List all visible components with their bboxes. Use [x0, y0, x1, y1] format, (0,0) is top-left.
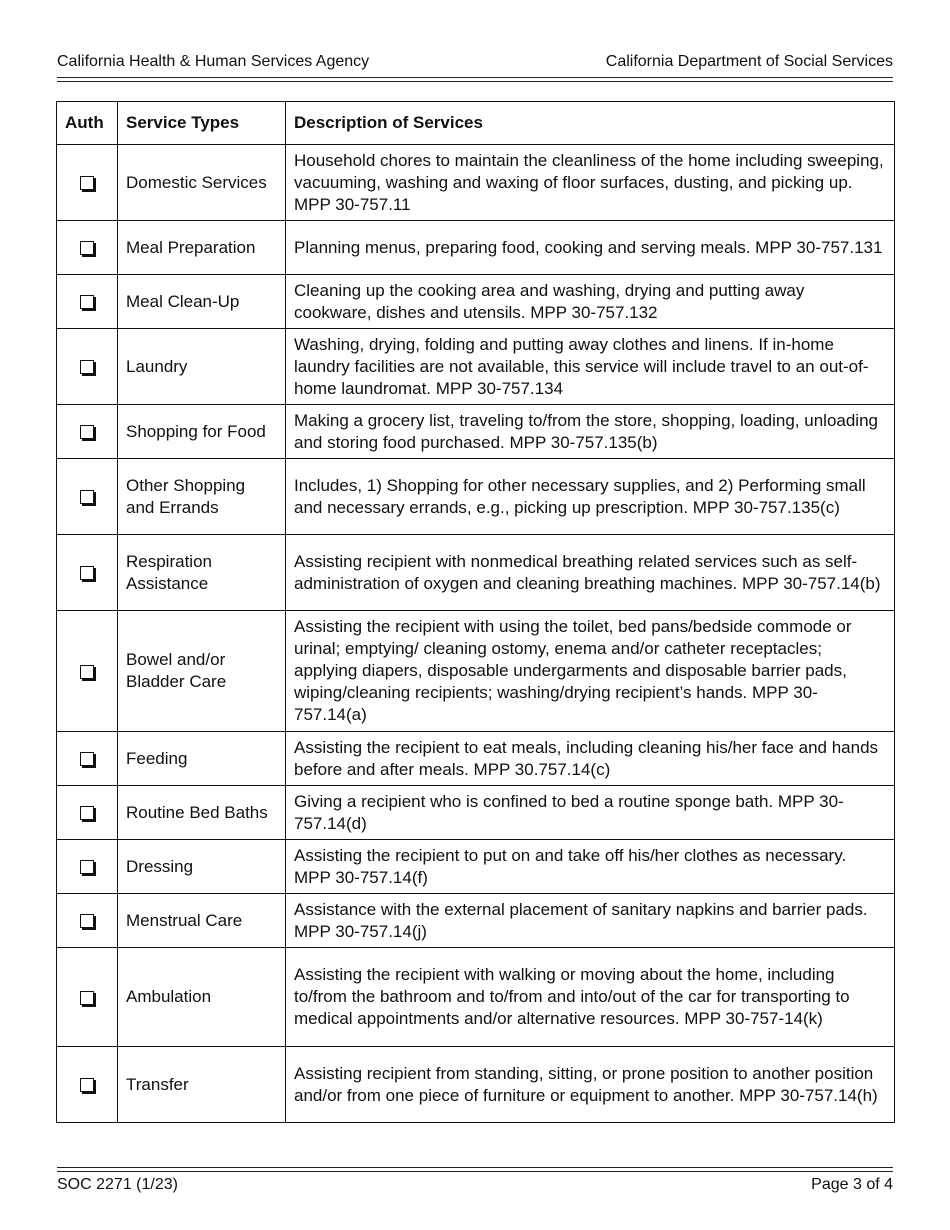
auth-cell [57, 275, 118, 329]
page-number: Page 3 of 4 [811, 1176, 893, 1193]
services-table [56, 101, 895, 1123]
service-description-cell: Assisting the recipient with walking or moving about the home, including to/from the bathroom and to/from and into/out of the car for transporting to medical appointments and/or alternative resources. MPP 30-757-14(k) [286, 948, 895, 1047]
auth-cell [57, 611, 118, 732]
service-description-cell: Washing, drying, folding and putting away clothes and linens. If in-home laundry facilities are not available, this service will include travel to an out-of-home laundromat. MPP 30-757.134 [286, 329, 895, 405]
auth-cell [57, 221, 118, 275]
service-type-cell: Meal Clean-Up [118, 275, 286, 329]
auth-checkbox[interactable] [80, 566, 94, 580]
auth-checkbox[interactable] [80, 176, 94, 190]
auth-cell [57, 405, 118, 459]
page-header [57, 50, 893, 74]
table-row [57, 329, 895, 405]
description-column-header: Description of Services [286, 102, 895, 145]
header-rule [57, 77, 893, 82]
table-row [57, 894, 895, 948]
service-type-cell: Bowel and/or Bladder Care [118, 611, 286, 732]
auth-cell [57, 145, 118, 221]
service-description-cell: Assistance with the external placement of sanitary napkins and barrier pads. MPP 30-757.14(j) [286, 894, 895, 948]
table-row [57, 275, 895, 329]
service-description-cell: Assisting the recipient with using the toilet, bed pans/bedside commode or urinal; emptying/ cleaning ostomy, enema and/or catheter receptacles; applying diapers, disposable undergarments and disposable barrier pads, wiping/cleaning recipients; washing/drying recipient’s hands. MPP 30-757.14(a) [286, 611, 895, 732]
service-type-cell: Routine Bed Baths [118, 786, 286, 840]
service-description-cell: Planning menus, preparing food, cooking and serving meals. MPP 30-757.131 [286, 221, 895, 275]
auth-checkbox[interactable] [80, 665, 94, 679]
service-description-cell: Assisting the recipient to put on and take off his/her clothes as necessary. MPP 30-757.14(f) [286, 840, 895, 894]
service-types-column-header: Service Types [118, 102, 286, 145]
table-row [57, 145, 895, 221]
table-row [57, 221, 895, 275]
service-type-cell: Respiration Assistance [118, 535, 286, 611]
service-description-cell: Assisting the recipient to eat meals, including cleaning his/her face and hands before and after meals. MPP 30.757.14(c) [286, 732, 895, 786]
service-description-cell: Giving a recipient who is confined to bed a routine sponge bath. MPP 30-757.14(d) [286, 786, 895, 840]
auth-checkbox[interactable] [80, 1078, 94, 1092]
table-row [57, 405, 895, 459]
service-description-cell: Includes, 1) Shopping for other necessary supplies, and 2) Performing small and necessary errands, e.g., picking up prescription. MPP 30-757.135(c) [286, 459, 895, 535]
service-description-cell: Household chores to maintain the cleanliness of the home including sweeping, vacuuming, washing and waxing of floor surfaces, dusting, and picking up. MPP 30-757.11 [286, 145, 895, 221]
table-row [57, 732, 895, 786]
auth-cell [57, 459, 118, 535]
service-description-cell: Making a grocery list, traveling to/from the store, shopping, loading, unloading and storing food purchased. MPP 30-757.135(b) [286, 405, 895, 459]
auth-checkbox[interactable] [80, 241, 94, 255]
form-number: SOC 2271 (1/23) [57, 1176, 178, 1193]
table-row [57, 459, 895, 535]
table-row [57, 535, 895, 611]
service-type-cell: Laundry [118, 329, 286, 405]
table-row [57, 1047, 895, 1123]
auth-checkbox[interactable] [80, 991, 94, 1005]
service-type-cell: Dressing [118, 840, 286, 894]
service-type-cell: Other Shopping and Errands [118, 459, 286, 535]
department-name: California Department of Social Services [605, 53, 893, 70]
auth-cell [57, 894, 118, 948]
auth-checkbox[interactable] [80, 425, 94, 439]
table-header-row [57, 102, 895, 145]
auth-cell [57, 948, 118, 1047]
service-type-cell: Menstrual Care [118, 894, 286, 948]
page-footer [57, 1174, 893, 1196]
service-description-cell: Assisting recipient from standing, sitting, or prone position to another position and/or from one piece of furniture or equipment to another. MPP 30-757.14(h) [286, 1047, 895, 1123]
service-type-cell: Shopping for Food [118, 405, 286, 459]
auth-cell [57, 732, 118, 786]
service-type-cell: Domestic Services [118, 145, 286, 221]
auth-checkbox[interactable] [80, 914, 94, 928]
auth-checkbox[interactable] [80, 860, 94, 874]
table-row [57, 840, 895, 894]
table-row [57, 948, 895, 1047]
auth-checkbox[interactable] [80, 295, 94, 309]
auth-cell [57, 535, 118, 611]
service-type-cell: Meal Preparation [118, 221, 286, 275]
auth-cell [57, 329, 118, 405]
auth-checkbox[interactable] [80, 806, 94, 820]
agency-name: California Health & Human Services Agency [57, 53, 370, 70]
auth-checkbox[interactable] [80, 360, 94, 374]
service-type-cell: Ambulation [118, 948, 286, 1047]
auth-cell [57, 786, 118, 840]
table-row [57, 786, 895, 840]
service-description-cell: Assisting recipient with nonmedical breathing related services such as self-administration of oxygen and cleaning breathing machines. MPP 30-757.14(b) [286, 535, 895, 611]
table-row [57, 611, 895, 732]
service-type-cell: Transfer [118, 1047, 286, 1123]
auth-checkbox[interactable] [80, 490, 94, 504]
auth-column-header: Auth [57, 102, 118, 145]
auth-cell [57, 1047, 118, 1123]
auth-checkbox[interactable] [80, 752, 94, 766]
footer-rule [57, 1167, 893, 1172]
auth-cell [57, 840, 118, 894]
service-type-cell: Feeding [118, 732, 286, 786]
service-description-cell: Cleaning up the cooking area and washing, drying and putting away cookware, dishes and utensils. MPP 30-757.132 [286, 275, 895, 329]
